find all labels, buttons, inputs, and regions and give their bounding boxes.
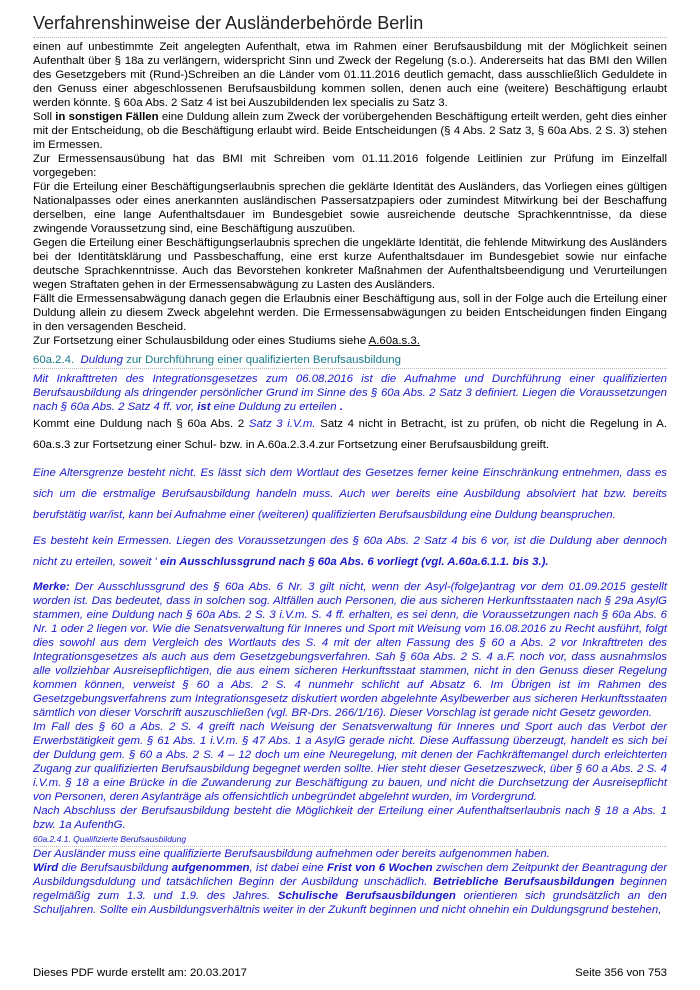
footer-created-date: Dieses PDF wurde erstellt am: 20.03.2017 bbox=[33, 967, 247, 979]
paragraph-merke: Merke: Der Ausschlussgrund des § 60a Abs. 6 Nr. 3 gilt nicht, wenn der Asyl-(folge)antrag vor dem 01.09.2015 gestellt worden ist. Das bedeutet, dass in solchen sog. Altfällen auch Personen, die aus sicheren Herkunftsstaaten nach § 29a AsylG stammen, eine Duldung nach § 60a Abs. 2 S. 3 i.V.m. S. 4 ff. erhalten, es sei denn, die Voraussetzungen nach § 60a Abs. 6 Nr. 1 oder 2 liegen vor. Wie die Senatsverwaltung für Inneres und Sport mit Weisung vom 16.08.2016 zu Recht ausführt, folgt dies sowohl aus dem Vergleich des Wortlauts des S. 4 mit der alten Fassung des § 60 a Abs. 2 vor Inkrafttreten des Integrationsgesetzes als auch aus dem Gesetzgebungsverfahren. Sah § 60a Abs. 2 S. 4 a.F. noch vor, dass ausnahmslos alle vollziehbar Ausreisepflichtigen, die aus einem sicheren Herkunftsstaat stammen, nicht in den Genuss dieser Regelung kommen können, verweist § 60 a Abs. 2 S. 4 nunmehr schlicht auf Absatz 6. Im Übrigen ist im Rahmen des Gesetzgebungsverfahrens zum Integrationsgesetz diskutiert worden abgelehnte Asylbewerber aus sicheren Herkunftsstaaten sämtlich von dieser Vorschrift auszuschließen (vgl. BR-Drs. 266/1/16). Dieser Vorschlag ist gerade nicht Gesetz geworden. bbox=[33, 581, 667, 719]
paragraph-ermessen: Zur Ermessensausübung hat das BMI mit Schreiben vom 01.11.2016 folgende Leitlinien zur Prüfung im Einzelfall vorgegeben: bbox=[33, 153, 667, 179]
title-divider bbox=[33, 37, 667, 38]
paragraph-schulausbildung: Zur Fortsetzung einer Schulausbildung oder eines Studiums siehe A.60a.s.3. bbox=[33, 335, 420, 347]
paragraph-kein-ermessen: Es besteht kein Ermessen. Liegen des Voraussetzungen des § 60a Abs. 2 Satz 4 bis 6 vor, ist die Duldung aber dennoch nicht zu erteilen, soweit ' ein Ausschlussgrund nach § 60a Abs. 6 vorliegt (vgl. A.60a.6.1.1. bis 3.). bbox=[33, 535, 667, 568]
paragraph-qualifizierte-ausbildung: Der Ausländer muss eine qualifizierte Berufsausbildung aufnehmen oder bereits aufgenommen haben. bbox=[33, 848, 550, 860]
paragraph-integrationsgesetz: Mit Inkrafttreten des Integrationsgesetzes zum 06.08.2016 ist die Aufnahme und Durchführung einer qualifizierten Berufsausbildung als dringender persönlicher Grund im Sinne des § 60a Abs. 2 Satz 3 definiert. Liegen die Voraussetzungen nach § 60a Abs. 2 Satz 4 ff. vor, ist eine Duldung zu erteilen . bbox=[33, 373, 667, 413]
paragraph-nach-abschluss: Nach Abschluss der Berufsausbildung besteht die Möglichkeit der Erteilung einer Aufenthaltserlaubnis nach § 18 a Abs. 1 bzw. 1a AufenthG. bbox=[33, 805, 667, 831]
paragraph-altersgrenze: Eine Altersgrenze besteht nicht. Es lässt sich dem Wortlaut des Gesetzes ferner keine Einschränkung entnehmen, dass es sich um die erstmalige Berufsausbildung handeln muss. Auch wer bereits eine Ausbildung absolviert hat bzw. bereits berufstätig war/ist, kann bei Aufnahme einer (weiteren) qualifizierten Berufsausbildung eine Duldung beanspruchen. bbox=[33, 467, 667, 521]
section-heading-60a-2-4-1: 60a.2.4.1. Qualifizierte Berufsausbildung bbox=[33, 834, 187, 844]
paragraph-erwerbstaetigkeit: Im Fall des § 60 a Abs. 2 S. 4 greift nach Weisung der Senatsverwaltung für Inneres und Sport auch das Verbot der Erwerbstätigkeit gem. § 61 Abs. 1 i.V.m. § 47 Abs. 1 a AsylG gerade nicht. Diese Auffassung überzeugt, handelt es sich bei der Duldung gem. § 60 a Abs. 2 S. 4 – 12 doch um eine Neuregelung, mit denen der Fachkräftemangel durch erleichterten Zugang zur qualifizierten Berufsausbildung begegnet werden sollte. Hier steht dieser Gesetzeszweck, über § 60 a Abs. 2 S. 4 i.V.m. § 18 a eine Brücke in die Zuwanderung zur Beschäftigung zu bauen, und nicht die Durchsetzung der Ausreisepflicht von Personen, deren Asylanträge als offensichtlich unbegründet abgelehnt wurden, im Vordergrund. bbox=[33, 721, 667, 803]
paragraph-sonstige-faelle: Soll in sonstigen Fällen eine Duldung allein zum Zweck der vorübergehenden Beschäftigung erteilt werden, geht dies einher mit der Entscheidung, ob die Beschäftigung erlaubt wird. Beide Entscheidungen (§ 4 Abs. 2 Satz 3, § 60a Abs. 2 S. 3) stehen im Ermessen. bbox=[33, 111, 667, 151]
footer-page-number: Seite 356 von 753 bbox=[575, 967, 667, 979]
document-body bbox=[33, 40, 667, 917]
section-divider bbox=[33, 368, 667, 369]
paragraph-ablehnung: Fällt die Ermessensabwägung danach gegen die Erlaubnis einer Beschäftigung aus, soll in der Folge auch die Erteilung einer Duldung allein zu diesem Zweck abgelehnt werden. Die Ermessensabwägungen zu beiden Entscheidungen finden Eingang in den versagenden Bescheid. bbox=[33, 293, 667, 333]
paragraph-frist: Wird die Berufsausbildung aufgenommen, ist dabei eine Frist von 6 Wochen zwischen dem Zeitpunkt der Beantragung der Ausbildungsduldung und tatsächlichen Beginn der Ausbildung unschädlich. Betriebliche Berufsausbildungen beginnen regelmäßig zum 1.3. und 1.9. des Jahres. Schulische Berufsausbildungen orientieren sich grundsätzlich an den Schuljahren. Sollte ein Ausbildungsverhältnis weiter in der Zukunft beginnen und nicht ohnehin ein Duldungsgrund bestehen, bbox=[33, 862, 668, 916]
paragraph-kommt-duldung: Kommt eine Duldung nach § 60a Abs. 2 Satz 3 i.V.m. Satz 4 nicht in Betracht, ist zu prüfen, ob nicht die Regelung in A. 60a.s.3 zur Fortsetzung einer Schul- bzw. in A.60a.2.3.4.zur Fortsetzung einer Berufsausbildung greift. bbox=[33, 418, 667, 451]
paragraph-pro-erlaubnis: Für die Erteilung einer Beschäftigungserlaubnis sprechen die geklärte Identität des Ausländers, das Vorliegen eines gültigen Nationalpasses oder eines anerkannten ausländischen Passersatzpapiers oder zumindest Mitwirkung bei der Beschaffung derselben, eine lange Aufenthaltsdauer im Bundesgebiet sowie ausreichende deutsche Sprachkenntnisse, da diese zwingende Voraussetzung sind, eine Beschäftigung auszuüben. bbox=[33, 181, 667, 235]
paragraph-aufenthalt: einen auf unbestimmte Zeit angelegten Aufenthalt, etwa im Rahmen einer Berufsausbildung mit der Möglichkeit seinen Aufenthalt über § 18a zu verlängern, widerspricht Sinn und Zweck der Regelung (s.o.). Andererseits hat das BMI den Willen des Gesetzgebers mit (Rund-)Schreiben an die Länder vom 01.11.2016 deutlich gemacht, dass ausschließlich Geduldete in den Genuss einer abgeschlossenen Berufsausbildung kommen sollen, denen auch eine (weitere) Beschäftigung erlaubt werden könnte. § 60a Abs. 2 Satz 4 ist bei Auszubildenden lex specialis zu Satz 3. bbox=[33, 41, 667, 109]
link-a60as3[interactable]: A.60a.s.3. bbox=[368, 335, 420, 347]
page-title: Verfahrenshinweise der Ausländerbehörde Berlin bbox=[33, 13, 424, 33]
paragraph-contra-erlaubnis: Gegen die Erteilung einer Beschäftigungserlaubnis sprechen die ungeklärte Identität, die fehlende Mitwirkung des Ausländers bei der Identitätsklärung und Passbeschaffung, eine erst kurze Aufenthaltsdauer im Bundesgebiet sowie nur einfache deutsche Sprachkenntnisse. Auch das Bevorstehen konkreter Maßnahmen der Aufenthaltsbeendigung und Verurteilungen wegen Straftaten gehen in der Ermessensabwägung zu Lasten des Ausländers. bbox=[33, 237, 667, 291]
section-heading-60a-2-4: 60a.2.4. Duldung zur Durchführung einer qualifizierten Berufsausbildung bbox=[33, 354, 401, 366]
